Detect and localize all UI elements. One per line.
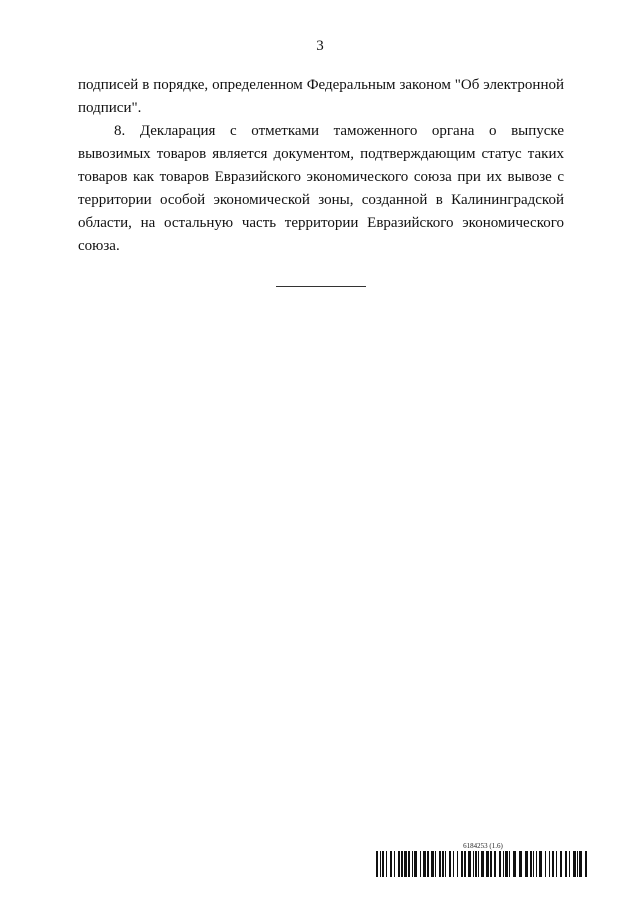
barcode-caption: 6184253 (1.6) xyxy=(463,842,503,850)
page-number: 3 xyxy=(316,38,324,54)
paragraph-8: 8. Декларация с отметками таможенного органа о выпуске вывозимых товаров является документом, подтверждающим статус таких товаров как товаров Евразийского экономического союза при их вывозе с территории особой экономической зоны, созданной в Калининградской области, на остальную часть территории Евразийского экономического союза. xyxy=(78,123,564,254)
paragraph-continuation: подписей в порядке, определенном Федеральным законом "Об электронной подписи". xyxy=(78,77,564,116)
end-separator-line xyxy=(276,286,366,287)
barcode-image xyxy=(376,851,590,877)
document-body xyxy=(78,74,564,258)
